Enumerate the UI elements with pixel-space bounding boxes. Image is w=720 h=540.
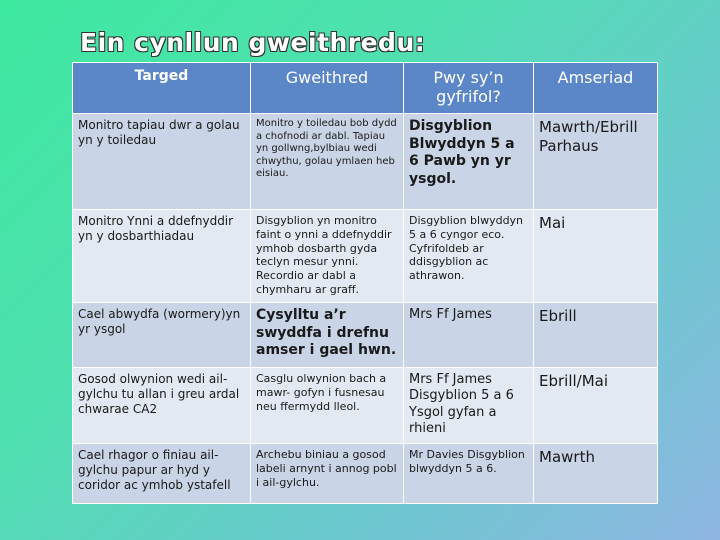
cell-action: Archebu biniau a gosod labeli arnynt i annog pobl i ail-gylchu. — [251, 444, 404, 504]
cell-target: Cael abwydfa (wormery)yn yr ysgol — [73, 303, 251, 368]
page-title: Ein cynllun gweithredu: — [80, 28, 426, 57]
table-row — [73, 114, 658, 210]
cell-action: Monitro y toiledau bob dydd a chofnodi ar dabl. Tapiau yn gollwng,bylbiau wedi chwythu, golau ymlaen heb eisiau. — [251, 114, 404, 210]
header-responsible: Pwy sy’n gyfrifol? — [404, 63, 534, 114]
header-timing: Amseriad — [534, 63, 658, 114]
cell-responsible: Mrs Ff James — [404, 303, 534, 368]
cell-action: Cysylltu a’r swyddfa i drefnu amser i gael hwn. — [251, 303, 404, 368]
table-row — [73, 210, 658, 303]
cell-action: Casglu olwynion bach a mawr- gofyn i fusnesau neu ffermydd lleol. — [251, 368, 404, 444]
cell-timing: Mai — [534, 210, 658, 303]
cell-timing: Ebrill — [534, 303, 658, 368]
cell-timing: Mawrth/Ebrill Parhaus — [534, 114, 658, 210]
cell-timing: Ebrill/Mai — [534, 368, 658, 444]
cell-responsible: Disgyblion blwyddyn 5 a 6 cyngor eco. Cyfrifoldeb ar ddisgyblion ac athrawon. — [404, 210, 534, 303]
cell-responsible: Disgyblion Blwyddyn 5 a 6 Pawb yn yr ysgol. — [404, 114, 534, 210]
cell-responsible: Mr Davies Disgyblion blwyddyn 5 a 6. — [404, 444, 534, 504]
table-row — [73, 444, 658, 504]
cell-target: Gosod olwynion wedi ail-gylchu tu allan i greu ardal chwarae CA2 — [73, 368, 251, 444]
cell-target: Monitro Ynni a ddefnyddir yn y dosbarthiadau — [73, 210, 251, 303]
header-target: Targed — [73, 63, 251, 114]
table-header-row — [73, 63, 658, 114]
cell-responsible: Mrs Ff James Disgyblion 5 a 6 Ysgol gyfan a rhieni — [404, 368, 534, 444]
table-row — [73, 368, 658, 444]
cell-timing: Mawrth — [534, 444, 658, 504]
cell-target: Cael rhagor o finiau ail-gylchu papur ar hyd y coridor ac ymhob ystafell — [73, 444, 251, 504]
header-action: Gweithred — [251, 63, 404, 114]
cell-target: Monitro tapiau dwr a golau yn y toiledau — [73, 114, 251, 210]
table-row — [73, 303, 658, 368]
cell-action: Disgyblion yn monitro faint o ynni a ddefnyddir ymhob dosbarth gyda teclyn mesur ynni. Recordio ar dabl a chymharu ar graff. — [251, 210, 404, 303]
action-plan-table — [72, 62, 658, 504]
